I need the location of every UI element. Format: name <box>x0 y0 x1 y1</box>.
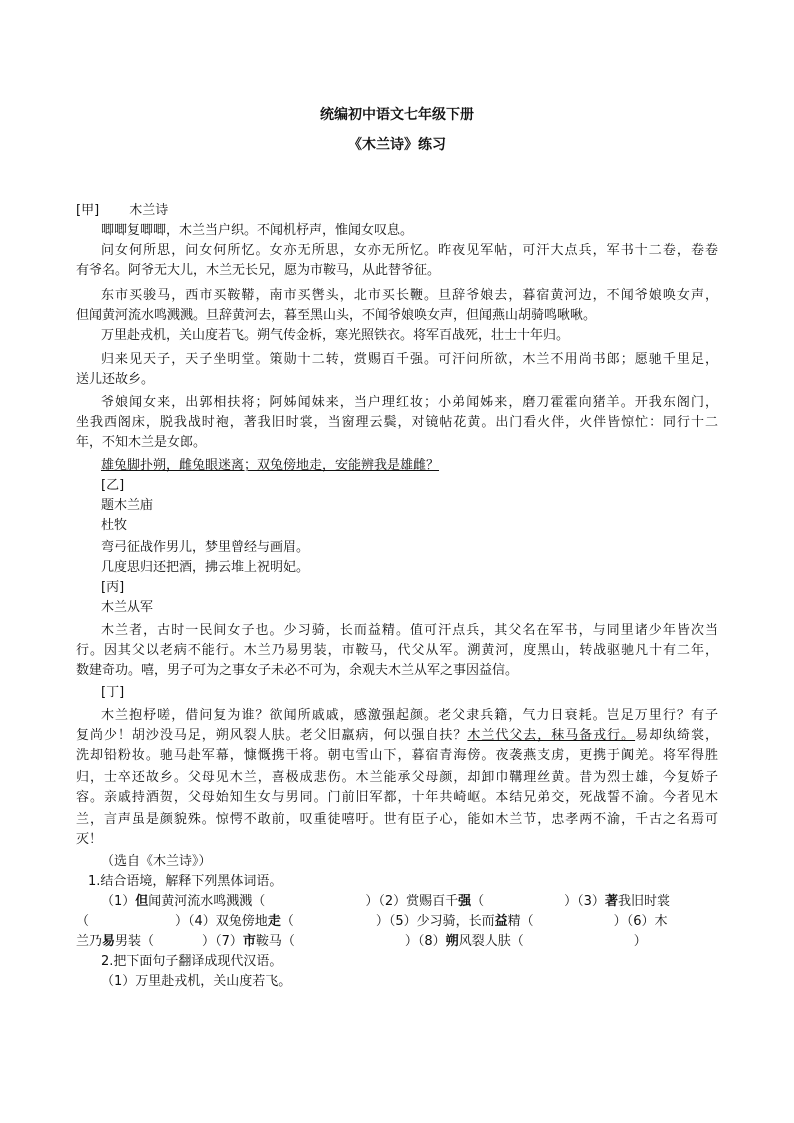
section-jia-heading <box>76 201 168 221</box>
underlined-sentence: 木兰代父去，秣马备戎行。 <box>467 728 636 743</box>
q1-line-2: （ ）（4）双兔傍地走（ ）（5）少习骑，长而益精（ ）（6）木 <box>76 914 668 929</box>
q1-line-3: 兰乃易男装（ ）（7）市鞍马（ ）（8）朔风裂人肤（ ） <box>76 934 647 949</box>
poem-line: 年，不知木兰是女郎。 <box>76 435 207 450</box>
poem-line: 坐我西阁床，脱我战时袍，著我旧时裳，当窗理云鬓，对镜帖花黄。出门看火伴，火伴皆惊忙：同行十二 <box>76 415 718 430</box>
page-title: 统编初中语文七年级下册 <box>320 107 474 123</box>
poem-line: 弯弓征战作男儿，梦里曾经与画眉。 <box>101 540 310 555</box>
section-title: 木兰诗 <box>129 203 169 218</box>
poem-line: 爷娘闻女来，出郭相扶将；阿姊闻妹来，当户理红妆；小弟闻姊来，磨刀霍霍向猪羊。开我东阁门， <box>101 395 718 410</box>
q1-line-1: （1）但闻黄河流水鸣溅溅（ ）（2）赏赐百千强（ ）（3）著我旧时裳 <box>101 894 670 909</box>
page-subtitle: 《木兰诗》练习 <box>348 137 446 153</box>
section-title: 题木兰庙 <box>101 498 154 513</box>
prose-line: 兰，言声虽是颜貌殊。惊愕不敢前，叹重徒嘻吁。世有臣子心，能如木兰节，忠孝两不渝，千古之名焉可 <box>76 812 718 827</box>
poem-line: 唧唧复唧唧，木兰当户织。不闻机杼声，惟闻女叹息。 <box>101 223 414 238</box>
prose-line: 复尚少！胡沙没马足，朔风裂人肤。老父旧羸病，何以强自扶？木兰代父去，秣马备戎行。易却纨绮裳， <box>76 728 718 743</box>
question-1: 1.结合语境，解释下列黑体词语。 <box>88 874 283 889</box>
question-2-1: （1）万里赴戎机，关山度若飞。 <box>101 974 292 989</box>
poem-line: 但闻黄河流水鸣溅溅。旦辞黄河去，暮至黑山头，不闻爷娘唤女声，但闻燕山胡骑鸣啾啾。 <box>76 308 597 323</box>
prose-line: 木兰者，古时一民间女子也。少习骑，长而益精。值可汗点兵，其父名在军书，与同里诸少年皆次当 <box>101 623 718 638</box>
poem-line: 送儿还故乡。 <box>76 372 155 387</box>
poem-line-underlined: 雄兔脚扑朔，雌兔眼迷离；双兔傍地走，安能辨我是雄雌？ <box>101 458 440 473</box>
prose-line: 行。因其父以老病不能行。木兰乃易男装，市鞍马，代父从军。溯黄河，度黑山，转战驱驰凡十有二年， <box>76 643 718 658</box>
prose-line: 洗却铅粉妆。驰马赴军幕，慷慨携干将。朝屯雪山下，暮宿青海傍。夜袭燕支虏，更携于阗羌。将军得胜 <box>76 748 718 763</box>
section-title: 木兰从军 <box>101 600 154 615</box>
section-label: [甲] <box>76 203 100 218</box>
prose-line: 归，士卒还故乡。父母见木兰，喜极成悲伤。木兰能承父母颜，却卸巾鞲理丝黄。昔为烈士雄，今复娇子 <box>76 770 718 785</box>
poem-line: 万里赴戎机，关山度若飞。朔气传金柝，寒光照铁衣。将军百战死，壮士十年归。 <box>101 328 570 343</box>
prose-line: 数建奇功。嘻，男子可为之事女子未必不可为，余观夫木兰从军之事因益信。 <box>76 663 519 678</box>
prose-line: 木兰抱杼嗟，借问复为谁？欲闻所戚戚，感激强起颜。老父隶兵籍，气力日衰耗。岂足万里行？有子 <box>101 708 718 723</box>
poem-line: 有爷名。阿爷无大儿，木兰无长兄，愿为市鞍马，从此替爷征。 <box>76 263 441 278</box>
poem-line: 问女何所思，问女何所忆。女亦无所思，女亦无所忆。昨夜见军帖，可汗大点兵，军书十二卷，卷卷 <box>101 243 718 258</box>
section-label: [丁] <box>101 685 125 700</box>
question-2: 2.把下面句子翻译成现代汉语。 <box>101 954 283 969</box>
section-label: [丙] <box>101 580 125 595</box>
section-label: [乙] <box>101 478 125 493</box>
poem-line: 东市买骏马，西市买鞍鞯，南市买辔头，北市买长鞭。旦辞爷娘去，暮宿黄河边，不闻爷娘唤女声， <box>101 288 718 303</box>
poem-line: 归来见天子，天子坐明堂。策勋十二转，赏赐百千强。可汗问所欲，木兰不用尚书郎；愿驰千里足， <box>101 352 718 367</box>
source-note: （选自《木兰诗》） <box>101 854 212 869</box>
poem-line: 几度思归还把酒，拂云堆上祝明妃。 <box>101 560 310 575</box>
prose-line: 容。亲戚持酒贺，父母始知生女与男同。门前旧军都，十年共崎岖。本结兄弟交，死战誓不渝。今者见木 <box>76 790 718 805</box>
prose-line: 灭！ <box>76 832 103 847</box>
poem-author: 杜牧 <box>101 518 128 533</box>
